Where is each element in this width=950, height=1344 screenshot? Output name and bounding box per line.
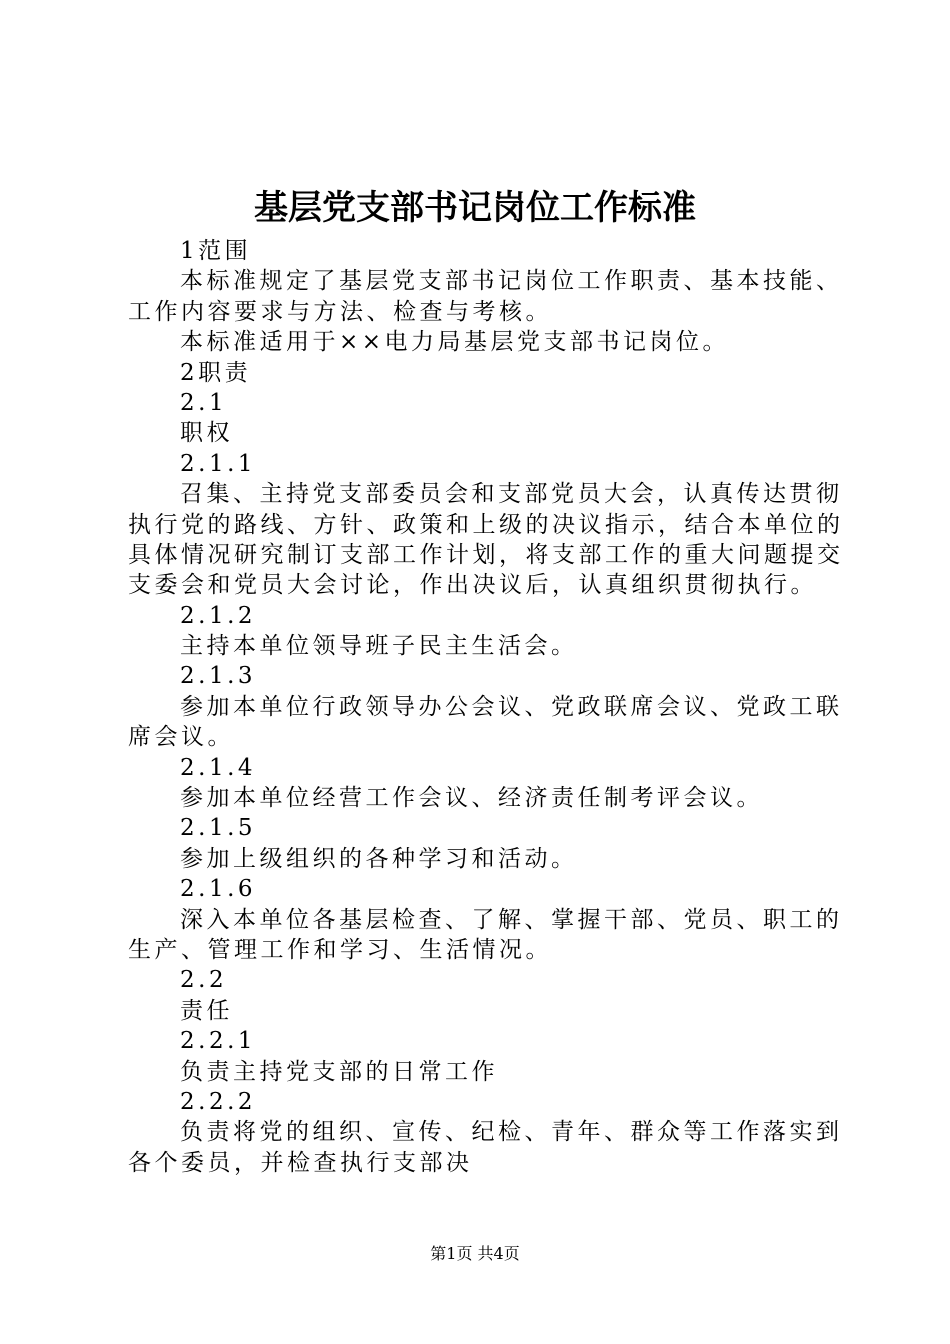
text-line: 职权 <box>180 420 233 447</box>
text-line: 具体情况研究制订支部工作计划，将支部工作的重大问题提交 <box>128 541 844 568</box>
text-line: 本标准适用于××电力局基层党支部书记岗位。 <box>180 329 730 356</box>
text-line: 1范围 <box>180 238 252 264</box>
text-line: 2.1.1 <box>180 450 257 477</box>
text-line: 主持本单位领导班子民主生活会。 <box>180 633 578 660</box>
text-line: 负责将党的组织、宣传、纪检、青年、群众等工作落实到 <box>180 1119 843 1146</box>
text-line: 2职责 <box>180 359 252 386</box>
text-line: 2.1.5 <box>180 815 257 842</box>
text-line: 执行党的路线、方针、政策和上级的决议指示，结合本单位的 <box>128 511 844 538</box>
text-line: 参加上级组织的各种学习和活动。 <box>180 845 578 872</box>
text-line: 责任 <box>180 997 233 1024</box>
text-line: 本标准规定了基层党支部书记岗位工作职责、基本技能、 <box>180 268 843 295</box>
text-line: 2.1.3 <box>180 663 257 690</box>
text-line: 参加本单位经营工作会议、经济责任制考评会议。 <box>180 785 763 812</box>
text-line: 席会议。 <box>128 724 234 751</box>
text-line: 各个委员，并检查执行支部决 <box>128 1149 473 1176</box>
document-title: 基层党支部书记岗位工作标准 <box>254 188 696 228</box>
text-line: 2.2.1 <box>180 1028 257 1055</box>
text-line: 2.1 <box>180 389 228 416</box>
page-footer: 第1页 共4页 <box>430 1244 520 1263</box>
text-line: 2.1.4 <box>180 754 257 781</box>
text-line: 2.2 <box>180 967 228 994</box>
text-line: 工作内容要求与方法、检查与考核。 <box>128 298 552 325</box>
document-body <box>128 236 844 1178</box>
text-line: 负责主持党支部的日常工作 <box>180 1058 498 1085</box>
text-line: 召集、主持党支部委员会和支部党员大会，认真传达贯彻 <box>180 481 843 508</box>
text-line: 2.1.6 <box>180 876 257 903</box>
text-line: 参加本单位行政领导办公会议、党政联席会议、党政工联 <box>180 693 843 720</box>
text-line: 生产、管理工作和学习、生活情况。 <box>128 936 552 963</box>
text-line: 支委会和党员大会讨论，作出决议后，认真组织贯彻执行。 <box>128 572 817 599</box>
text-line: 2.2.2 <box>180 1088 257 1115</box>
text-line: 2.1.2 <box>180 602 257 629</box>
text-line: 深入本单位各基层检查、了解、掌握干部、党员、职工的 <box>180 906 843 933</box>
